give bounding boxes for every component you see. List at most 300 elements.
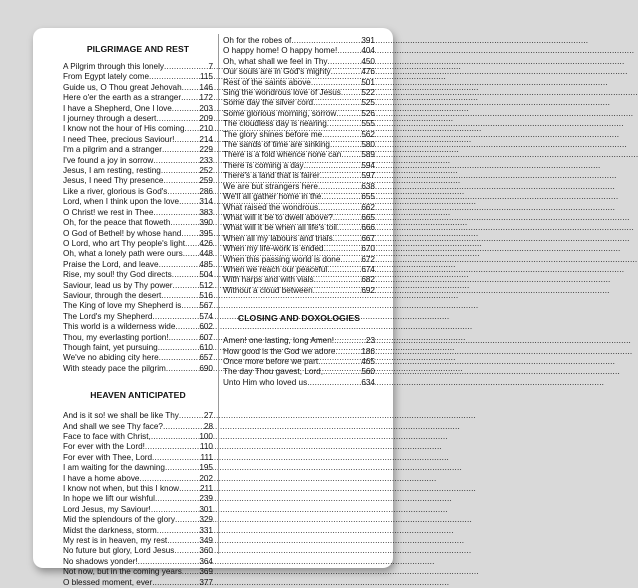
- dot-leader: [331, 67, 361, 77]
- index-entry: [223, 336, 375, 346]
- section-closing-and-doxologies: [223, 296, 375, 388]
- entry-page-number: 211: [199, 484, 213, 494]
- index-entry: [223, 57, 375, 67]
- entry-title: I have a home above: [63, 473, 140, 483]
- index-entry: [223, 265, 375, 275]
- index-entry: [63, 166, 213, 176]
- entry-page-number: 172: [199, 93, 213, 103]
- entry-title: We are but strangers here: [223, 181, 318, 191]
- entry-page-number: 27: [203, 411, 213, 421]
- entry-page-number: 229: [199, 145, 213, 155]
- entry-title: In hope we lift our wishful: [63, 494, 155, 504]
- index-entry: [63, 135, 213, 145]
- index-entry: [63, 463, 213, 473]
- dot-leader: [172, 270, 199, 280]
- index-entry: [63, 343, 213, 353]
- entry-title: When this passing world is done: [223, 254, 341, 264]
- dot-leader: [172, 104, 199, 114]
- entry-title: The day Thou gavest, Lord,: [223, 367, 323, 377]
- entry-title: There's a land that is fairer: [223, 171, 320, 181]
- dot-leader: [318, 357, 360, 367]
- index-entry: [63, 104, 213, 114]
- entry-page-number: 672: [361, 254, 375, 264]
- entry-title: O happy home! O happy home!: [223, 46, 338, 56]
- index-entry: [223, 347, 375, 357]
- dot-leader: [340, 255, 360, 265]
- entry-title: I have a Shepherd, One I love: [63, 103, 172, 113]
- entry-title: Some day the silver cord: [223, 98, 314, 108]
- entry-title: Thou, my everlasting portion!: [63, 332, 169, 342]
- entry-title: From Egypt lately come: [63, 72, 149, 82]
- entry-title: Not now, but in the coming years: [63, 567, 182, 577]
- entry-title: When all my labours and trials: [223, 233, 333, 243]
- column-divider: [218, 34, 219, 554]
- dot-leader: [153, 208, 198, 218]
- entry-title: The sands of time are sinking: [223, 140, 330, 150]
- entry-page-number: 657: [199, 353, 213, 363]
- entry-title: Lord, when I think upon the love: [63, 197, 180, 207]
- index-entry: [63, 270, 213, 280]
- entry-page-number: 602: [199, 322, 213, 332]
- index-entry: [63, 442, 213, 452]
- index-entry: [63, 494, 213, 504]
- dot-leader: [152, 453, 200, 463]
- entry-page-number: 607: [199, 332, 213, 342]
- entry-page-number: 610: [199, 342, 213, 352]
- entry-title: With harps and with vials: [223, 275, 314, 285]
- dot-leader: [182, 567, 199, 577]
- dot-leader: [181, 229, 198, 239]
- entry-title: Rest of the saints above: [223, 77, 311, 87]
- index-entry: [223, 378, 375, 388]
- dot-leader: [162, 145, 198, 155]
- entry-title: No shadows yonder!: [63, 556, 138, 566]
- dot-leader: [336, 109, 360, 119]
- index-entry: [63, 239, 213, 249]
- entry-title: No future but glory, Lord Jesus: [63, 546, 175, 556]
- entry-page-number: 560: [361, 367, 375, 377]
- index-entry: [223, 67, 375, 77]
- index-entry: [63, 515, 213, 525]
- entry-page-number: 670: [361, 244, 375, 254]
- entry-page-number: 516: [199, 290, 213, 300]
- entry-page-number: 349: [199, 536, 213, 546]
- dot-leader: [307, 378, 360, 388]
- entry-page-number: 259: [199, 176, 213, 186]
- index-entry: [63, 249, 213, 259]
- index-entry: [63, 526, 213, 536]
- entry-title: Face to face with Christ,: [63, 432, 151, 441]
- entry-title: The Lord's my Shepherd: [63, 311, 153, 321]
- dot-leader: [151, 432, 199, 442]
- entry-title: I journey through a desert: [63, 114, 157, 124]
- entry-title: The cloudless day is nearing: [223, 119, 327, 129]
- entry-page-number: 110: [199, 442, 213, 452]
- dot-leader: [151, 505, 199, 515]
- index-entry: [63, 301, 213, 311]
- index-entry: [63, 72, 213, 82]
- entry-page-number: 476: [361, 67, 375, 77]
- entry-title: A Pilgrim through this lonely: [63, 62, 165, 71]
- index-entry: [63, 557, 213, 567]
- section-title: HEAVEN ANTICIPATED: [90, 390, 186, 401]
- dot-leader: [327, 265, 360, 275]
- entry-page-number: 567: [199, 301, 213, 311]
- entry-page-number: 195: [199, 463, 213, 473]
- entry-title: How good is the God we adore: [223, 346, 336, 356]
- index-entry: [223, 234, 375, 244]
- entry-title: And shall we see Thy face?: [63, 421, 163, 431]
- entry-title: I've found a joy in sorrow: [63, 155, 154, 165]
- dot-leader: [291, 36, 360, 46]
- index-entry: [223, 171, 375, 181]
- entry-page-number: 666: [361, 223, 375, 233]
- entry-title: Oh, what shall we feel in Thy: [223, 56, 328, 66]
- entry-title: What will it be when all life's toil: [223, 223, 337, 233]
- dot-leader: [175, 322, 198, 332]
- entry-title: Here o'er the earth as a stranger: [63, 93, 182, 103]
- dot-leader: [145, 442, 199, 452]
- entry-page-number: 233: [199, 155, 213, 165]
- dot-leader: [158, 343, 199, 353]
- entry-title: Though faint, yet pursuing: [63, 342, 158, 352]
- dot-leader: [330, 140, 360, 150]
- index-entry: [63, 432, 213, 442]
- index-entry: [63, 114, 213, 124]
- index-entry: [63, 578, 213, 588]
- index-entry: [223, 192, 375, 202]
- entry-page-number: 301: [199, 504, 213, 514]
- entry-title: Some glorious morning, sorrow: [223, 108, 337, 118]
- index-entry: [223, 255, 375, 265]
- entry-page-number: 214: [199, 134, 213, 144]
- entry-title: O blessed moment, ever: [63, 577, 153, 587]
- entry-title: What raised the wondrous: [223, 202, 319, 212]
- entry-title: Unto Him who loved us: [223, 377, 308, 387]
- entry-list-continued: [223, 36, 375, 296]
- index-entry: [63, 567, 213, 577]
- entry-page-number: 100: [199, 432, 213, 441]
- index-entry: [63, 411, 213, 421]
- entry-page-number: 210: [199, 124, 213, 134]
- right-column: [223, 36, 375, 388]
- entry-page-number: 7: [208, 62, 213, 71]
- dot-leader: [337, 223, 360, 233]
- index-entry: [63, 453, 213, 463]
- entry-title: Saviour, lead us by Thy power: [63, 280, 173, 290]
- index-entry: [223, 203, 375, 213]
- entry-page-number: 501: [361, 77, 375, 87]
- entry-title: O God of Bethel! by whose hand: [63, 228, 182, 238]
- dot-leader: [304, 161, 361, 171]
- dot-leader: [174, 546, 198, 556]
- entry-title: For ever with Thee, Lord: [63, 452, 153, 462]
- entry-page-number: 286: [199, 186, 213, 196]
- entry-page-number: 209: [199, 114, 213, 124]
- index-entry: [63, 422, 213, 432]
- index-entry: [63, 208, 213, 218]
- index-entry: [223, 182, 375, 192]
- index-entry: [63, 474, 213, 484]
- dot-leader: [185, 239, 198, 249]
- section-title: CLOSING AND DOXOLOGIES: [237, 313, 361, 324]
- entry-page-number: 594: [361, 160, 375, 170]
- entry-page-number: 665: [361, 212, 375, 222]
- dot-leader: [153, 156, 198, 166]
- entry-list: [63, 62, 213, 374]
- entry-page-number: 512: [199, 280, 213, 290]
- dot-leader: [159, 260, 199, 270]
- dot-leader: [161, 166, 198, 176]
- index-entry: [223, 130, 375, 140]
- index-entry: [223, 109, 375, 119]
- entry-page-number: 522: [361, 88, 375, 98]
- index-entry: [63, 229, 213, 239]
- entry-page-number: 634: [361, 377, 375, 387]
- entry-title: There is coming a day: [223, 160, 304, 170]
- dot-leader: [321, 192, 360, 202]
- dot-leader: [313, 286, 361, 296]
- entry-page-number: 580: [361, 140, 375, 150]
- entry-title: There is a fold whence none can: [223, 150, 342, 160]
- dot-leader: [139, 474, 198, 484]
- dot-leader: [333, 213, 361, 223]
- index-entry: [63, 353, 213, 363]
- entry-page-number: 450: [361, 56, 375, 66]
- index-entry: [63, 176, 213, 186]
- dot-leader: [161, 291, 198, 301]
- entry-title: We'll all gather home in the: [223, 192, 322, 202]
- entry-page-number: 662: [361, 202, 375, 212]
- index-entry: [63, 62, 213, 72]
- entry-page-number: 525: [361, 98, 375, 108]
- entry-title: For ever with the Lord!: [63, 442, 145, 452]
- dot-leader: [323, 367, 360, 377]
- dot-leader: [313, 98, 360, 108]
- dot-leader: [324, 244, 361, 254]
- entry-page-number: 186: [361, 346, 375, 356]
- entry-title: Lord Jesus, my Saviour!: [63, 504, 151, 514]
- dot-leader: [166, 364, 198, 374]
- dot-leader: [320, 171, 361, 181]
- index-entry: [223, 223, 375, 233]
- entry-page-number: 562: [361, 129, 375, 139]
- entry-title: O Lord, who art Thy people's light: [63, 238, 186, 248]
- dot-leader: [167, 536, 198, 546]
- dot-leader: [156, 114, 198, 124]
- dot-leader: [328, 57, 361, 67]
- entry-page-number: 314: [199, 197, 213, 207]
- entry-page-number: 360: [199, 546, 213, 556]
- dot-leader: [163, 422, 203, 432]
- entry-page-number: 364: [199, 556, 213, 566]
- entry-page-number: 674: [361, 264, 375, 274]
- entry-page-number: 692: [361, 285, 375, 295]
- dot-leader: [167, 187, 198, 197]
- dot-leader: [170, 218, 198, 228]
- entry-title: Mid the splendours of the glory: [63, 515, 175, 525]
- dot-leader: [314, 275, 361, 285]
- index-entry: [63, 156, 213, 166]
- index-entry: [223, 140, 375, 150]
- dot-leader: [164, 62, 207, 72]
- index-entry: [63, 93, 213, 103]
- dot-leader: [179, 411, 203, 421]
- dot-leader: [333, 234, 361, 244]
- dot-leader: [311, 78, 360, 88]
- index-entry: [223, 286, 375, 296]
- index-entry: [63, 291, 213, 301]
- entry-title: When my life-work is ended: [223, 244, 324, 254]
- dot-leader: [152, 578, 198, 588]
- entry-page-number: 239: [199, 494, 213, 504]
- entry-page-number: 655: [361, 192, 375, 202]
- index-entry: [223, 213, 375, 223]
- dot-leader: [169, 333, 199, 343]
- dot-leader: [341, 88, 360, 98]
- section-title: PILGRIMAGE AND REST: [86, 44, 190, 54]
- index-entry: [63, 124, 213, 134]
- index-entry: [223, 357, 375, 367]
- section-heaven-anticipated: [63, 374, 213, 588]
- entry-page-number: 485: [199, 259, 213, 269]
- dot-leader: [155, 494, 198, 504]
- dot-leader: [183, 249, 199, 259]
- index-entry: [223, 36, 375, 46]
- index-entry: [63, 484, 213, 494]
- entry-title: With steady pace the pilgrim: [63, 363, 166, 373]
- index-entry: [223, 367, 375, 377]
- entry-title: The glory shines before me: [223, 129, 323, 139]
- dot-leader: [335, 347, 360, 357]
- index-entry: [223, 161, 375, 171]
- entry-title: This world is a wilderness wide: [63, 322, 176, 332]
- entry-page-number: 597: [361, 171, 375, 181]
- entry-title: Our souls are in God's mighty: [223, 67, 331, 77]
- entry-page-number: 115: [199, 72, 213, 82]
- index-entry: [223, 244, 375, 254]
- index-entry: [223, 275, 375, 285]
- dot-leader: [327, 119, 361, 129]
- entry-page-number: 504: [199, 270, 213, 280]
- entry-title: Amen! one lasting, long Amen!: [223, 336, 335, 346]
- entry-page-number: 111: [200, 452, 213, 462]
- dot-leader: [159, 353, 199, 363]
- entry-page-number: 574: [199, 311, 213, 321]
- index-entry: [63, 312, 213, 322]
- index-entry: [63, 145, 213, 155]
- entry-title: Oh for the robes of: [223, 36, 292, 45]
- entry-page-number: 146: [199, 82, 213, 92]
- entry-page-number: 377: [199, 577, 213, 587]
- dot-leader: [174, 135, 198, 145]
- index-entry: [223, 46, 375, 56]
- entry-title: Saviour, through the desert: [63, 290, 162, 300]
- entry-page-number: 690: [199, 363, 213, 373]
- left-column: [63, 36, 213, 588]
- entry-page-number: 203: [199, 103, 213, 113]
- dot-leader: [179, 484, 199, 494]
- entry-title: Without a cloud between: [223, 285, 313, 295]
- dot-leader: [185, 124, 199, 134]
- dot-leader: [181, 93, 198, 103]
- entry-page-number: 329: [199, 515, 213, 525]
- entry-title: Guide us, O Thou great Jehovah: [63, 82, 182, 92]
- index-entry: [63, 197, 213, 207]
- dot-leader: [318, 203, 360, 213]
- entry-page-number: 202: [199, 473, 213, 483]
- entry-title: Once more before we part: [223, 356, 319, 366]
- entry-title: And is it so! we shall be like Thy: [63, 411, 179, 421]
- index-entry: [63, 260, 213, 270]
- index-entry: [223, 98, 375, 108]
- section-pilgrimage-and-rest: [63, 36, 213, 374]
- index-entry: [223, 78, 375, 88]
- dot-leader: [165, 463, 198, 473]
- dot-leader: [173, 281, 199, 291]
- entry-title: I know not when, but this I know: [63, 484, 180, 494]
- entry-title: We've no abiding city here: [63, 353, 159, 363]
- entry-title: My rest is in heaven, my rest: [63, 536, 168, 546]
- index-entry: [63, 83, 213, 93]
- entry-title: Sing the wondrous love of Jesus: [223, 88, 341, 98]
- entry-page-number: 369: [199, 567, 213, 577]
- dot-leader: [182, 83, 199, 93]
- entry-page-number: 682: [361, 275, 375, 285]
- entry-page-number: 638: [361, 181, 375, 191]
- entry-page-number: 391: [361, 36, 375, 45]
- dot-leader: [163, 176, 198, 186]
- dot-leader: [149, 72, 199, 82]
- index-entry: [63, 546, 213, 556]
- entry-page-number: 555: [361, 119, 375, 129]
- entry-list: [63, 411, 213, 588]
- entry-page-number: 426: [199, 238, 213, 248]
- dot-leader: [157, 526, 199, 536]
- entry-page-number: 395: [199, 228, 213, 238]
- entry-title: I am waiting for the dawning: [63, 463, 165, 473]
- entry-title: Praise the Lord, and leave: [63, 259, 159, 269]
- entry-page-number: 526: [361, 108, 375, 118]
- dot-leader: [181, 301, 198, 311]
- entry-title: When we reach our peaceful: [223, 264, 328, 274]
- dot-leader: [337, 46, 360, 56]
- index-entry: [223, 119, 375, 129]
- dot-leader: [152, 312, 198, 322]
- entry-page-number: 390: [199, 218, 213, 228]
- entry-page-number: 404: [361, 46, 375, 56]
- index-entry: [63, 322, 213, 332]
- entry-title: Jesus, I am resting, resting: [63, 166, 161, 176]
- entry-title: What will it be to dwell above?: [223, 212, 333, 222]
- index-entry: [63, 333, 213, 343]
- entry-title: I'm a pilgrim and a stranger: [63, 145, 162, 155]
- entry-page-number: 28: [203, 421, 213, 431]
- entry-page-number: 448: [199, 249, 213, 259]
- index-entry: [223, 150, 375, 160]
- entry-title: Rise, my soul! thy God directs: [63, 270, 172, 280]
- dot-leader: [334, 336, 365, 346]
- entry-page-number: 589: [361, 150, 375, 160]
- index-entry: [63, 364, 213, 374]
- entry-title: I need Thee, precious Saviour!: [63, 134, 175, 144]
- entry-page-number: 23: [365, 336, 375, 346]
- entry-title: The King of love my Shepherd is: [63, 301, 182, 311]
- entry-title: Oh, what a lonely path were ours: [63, 249, 183, 259]
- index-entry: [63, 187, 213, 197]
- entry-page-number: 252: [199, 166, 213, 176]
- index-entry: [63, 536, 213, 546]
